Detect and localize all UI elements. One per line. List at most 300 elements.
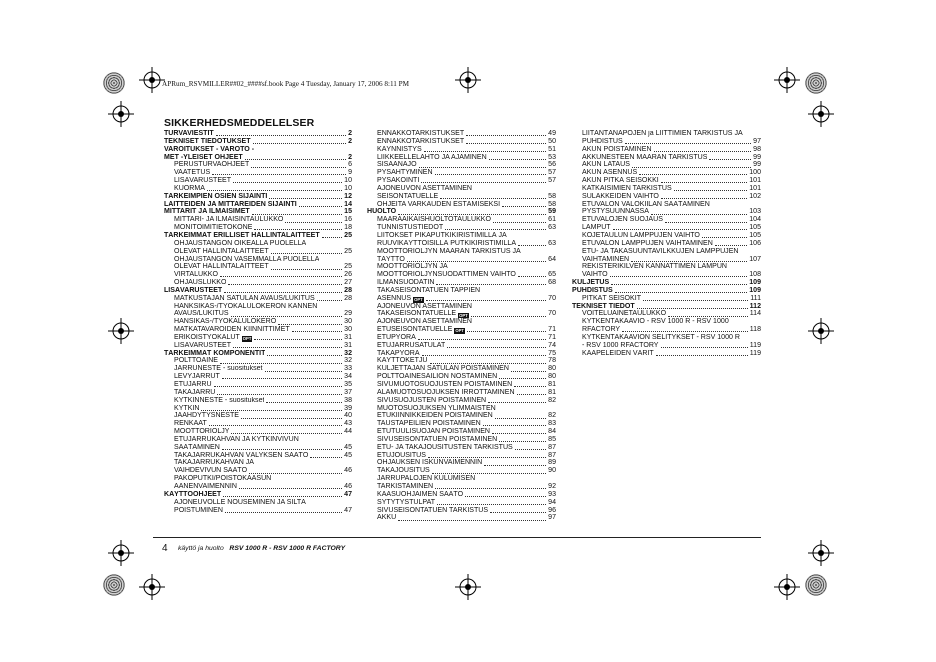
toc-entry[interactable]: [164, 436, 352, 444]
footer-text: [178, 545, 345, 552]
color-disc-icon: [103, 72, 125, 94]
toc-entry[interactable]: [164, 154, 352, 162]
toc-entry[interactable]: [367, 240, 556, 248]
toc-entry-title: KULJETTAJAN SATULAN POISTAMINEN: [377, 365, 509, 373]
toc-entry[interactable]: [572, 177, 761, 185]
toc-entry-title: MOOTTORIÖLJYNSUODATTIMEN VAIHTO: [377, 271, 516, 279]
toc-entry-title: ETUVALON LAMPPUJEN VAIHTAMINEN: [582, 239, 713, 247]
toc-entry-page: 45: [344, 443, 352, 451]
toc-entry-title: ENNAKKOTARKISTUKSET: [377, 137, 465, 145]
toc-entry-title: TARKISTAMINEN: [377, 482, 434, 490]
toc-entry[interactable]: [572, 208, 761, 216]
toc-entry-page: 34: [344, 373, 352, 381]
color-disc-icon: [805, 574, 827, 596]
toc-entry[interactable]: [367, 177, 556, 185]
toc-entry-title: JÄÄHDYTYSNESTE: [174, 412, 240, 420]
toc-entry[interactable]: [572, 201, 761, 209]
toc-entry[interactable]: [164, 303, 352, 311]
toc-entry[interactable]: [367, 357, 556, 365]
toc-entry-title: LAMPUT: [582, 224, 611, 232]
leader-dots: [511, 370, 546, 372]
leader-dots: [233, 181, 342, 183]
toc-entry-page: 63: [548, 224, 556, 232]
toc-entry[interactable]: [572, 334, 761, 342]
toc-entry[interactable]: [164, 271, 352, 279]
leader-dots: [499, 440, 546, 442]
leader-dots: [426, 299, 546, 301]
toc-entry[interactable]: [164, 146, 352, 154]
toc-entry-title: KÄYTTÖKETJU: [377, 357, 428, 365]
toc-entry-title: POLTTOAINE: [174, 357, 218, 365]
leader-dots: [490, 511, 546, 513]
leader-dots: [661, 197, 747, 199]
toc-entry[interactable]: [367, 499, 556, 507]
registration-mark-icon: [108, 540, 134, 566]
toc-entry[interactable]: [367, 161, 556, 169]
toc-entry-title: JARRUPALOJEN KULUMISEN: [377, 475, 476, 483]
toc-entry[interactable]: [572, 326, 761, 334]
toc-entry-title: RUUVIKÄYTTÖISILLÄ PUTKIKIRISTIMILLÄ: [377, 239, 517, 247]
toc-entry[interactable]: [164, 130, 352, 138]
toc-entry-title: ETU- JA TAKASUUNTAVILKKUJEN LAMPPUJEN: [582, 247, 739, 255]
toc-entry[interactable]: [164, 397, 352, 405]
toc-entry[interactable]: [572, 240, 761, 248]
toc-entry-title: MUOTOSUOJUKSEN YLIMMÄISTEN: [377, 404, 496, 412]
toc-entry-title: MOOTTORIÖLJYN JA: [377, 263, 448, 271]
toc-entry-title: ETUVALOJEN SUOJAUS: [582, 216, 663, 224]
toc-entry[interactable]: [367, 491, 556, 499]
toc-entry[interactable]: [367, 287, 556, 295]
toc-entry[interactable]: [572, 248, 761, 256]
leader-dots: [622, 330, 748, 332]
toc-entry-title: SULAKKEIDEN VAIHTO: [582, 192, 659, 200]
toc-entry[interactable]: [367, 381, 556, 389]
toc-entry-page: 81: [548, 388, 556, 396]
toc-entry-page: 30: [344, 326, 352, 334]
toc-entry[interactable]: [572, 350, 761, 358]
toc-entry-page: 93: [548, 490, 556, 498]
toc-entry[interactable]: [572, 193, 761, 201]
toc-entry-title: ETUVALON VALOKIILAN SÄÄTÄMINEN: [582, 200, 710, 208]
toc-entry[interactable]: [164, 326, 352, 334]
leader-dots: [499, 377, 546, 379]
toc-entry[interactable]: [367, 444, 556, 452]
leader-dots: [271, 252, 343, 254]
toc-entry[interactable]: [367, 263, 556, 271]
toc-entry[interactable]: [164, 201, 352, 209]
toc-entry-title: TAKAPYÖRÄ: [377, 349, 420, 357]
toc-entry-page: 30: [344, 318, 352, 326]
toc-entry-page: 2: [348, 130, 352, 137]
toc-entry[interactable]: [164, 420, 352, 428]
toc-entry[interactable]: [572, 216, 761, 224]
toc-entry[interactable]: [367, 279, 556, 287]
leader-dots: [611, 283, 747, 285]
toc-entry-page: 2: [348, 137, 352, 145]
toc-entry[interactable]: [367, 436, 556, 444]
toc-entry[interactable]: [164, 389, 352, 397]
toc-entry[interactable]: [164, 350, 352, 358]
leader-dots: [249, 472, 342, 474]
toc-entry-page: 75: [548, 349, 556, 357]
leader-dots: [466, 142, 546, 144]
toc-entry[interactable]: [164, 295, 352, 303]
toc-entry-page: 101: [749, 184, 761, 192]
toc-entry-page: 38: [344, 396, 352, 404]
toc-entry-title: KATKAISIMIEN TARKISTUS: [582, 184, 672, 192]
toc-entry-title: VAROITUKSET - VAROTO -: [164, 145, 255, 153]
leader-dots: [233, 346, 342, 348]
toc-entry[interactable]: [164, 224, 352, 232]
leader-dots: [285, 221, 342, 223]
toc-entry[interactable]: [164, 216, 352, 224]
toc-entry[interactable]: [164, 256, 352, 264]
toc-entry-page: 47: [344, 506, 352, 514]
toc-entry[interactable]: [367, 201, 556, 209]
leader-dots: [269, 197, 342, 199]
toc-entry-page: 50: [548, 137, 556, 145]
toc-entry[interactable]: [367, 271, 556, 279]
toc-entry-title: HUOLTO: [367, 208, 397, 216]
toc-entry[interactable]: [367, 365, 556, 373]
toc-entry-title: SÄÄTÄMINEN: [174, 443, 220, 451]
footer-italic: käyttö ja huolto: [178, 545, 224, 552]
toc-entry[interactable]: [572, 146, 761, 154]
toc-entry-page: 26: [344, 271, 352, 279]
toc-entry[interactable]: [572, 271, 761, 279]
toc-entry-page: 65: [548, 271, 556, 279]
toc-entry-page: 29: [344, 310, 352, 318]
toc-entry-title: SEISONTATUELLE: [377, 192, 439, 200]
toc-entry[interactable]: [164, 459, 352, 467]
toc-entry[interactable]: [572, 279, 761, 287]
toc-entry[interactable]: [164, 138, 352, 146]
toc-entry[interactable]: [164, 240, 352, 248]
toc-entry-title: TAKAJARRUKAHVAN JA: [174, 459, 255, 467]
toc-entry[interactable]: [164, 310, 352, 318]
leader-dots: [661, 346, 748, 348]
toc-entry[interactable]: [164, 475, 352, 483]
leader-dots: [239, 487, 342, 489]
toc-entry-page: 87: [548, 451, 556, 459]
toc-entry[interactable]: [367, 326, 556, 334]
leader-dots: [515, 448, 546, 450]
toc-entry[interactable]: [367, 507, 556, 515]
toc-entry-page: 63: [548, 239, 556, 247]
toc-entry[interactable]: [164, 499, 352, 507]
toc-entry[interactable]: [164, 467, 352, 475]
toc-entry-page: 12: [344, 192, 352, 200]
toc-entry-title: SIVUSUOJUSTEN POISTAMINEN: [377, 396, 487, 404]
toc-entry-page: 59: [548, 208, 556, 216]
toc-entry-title: PUHDISTUS: [572, 286, 613, 294]
toc-entry[interactable]: [367, 389, 556, 397]
toc-entry-page: 68: [548, 279, 556, 287]
toc-entry[interactable]: [164, 208, 352, 216]
toc-entry-title: AVAUS/LUKITUS: [174, 310, 229, 318]
leader-dots: [254, 228, 342, 230]
toc-column-2: [367, 130, 556, 522]
toc-entry-page: 81: [548, 381, 556, 388]
leader-dots: [632, 166, 751, 168]
toc-entry[interactable]: [164, 452, 352, 460]
toc-entry-page: 83: [548, 420, 556, 428]
toc-entry[interactable]: [164, 405, 352, 413]
toc-entry-page: 114: [749, 310, 761, 318]
toc-entry[interactable]: [164, 193, 352, 201]
toc-entry-title: PYSÄHTYMINEN: [377, 169, 433, 177]
toc-entry-page: 96: [548, 506, 556, 514]
leader-dots: [467, 330, 546, 332]
leader-dots: [436, 283, 546, 285]
toc-entry[interactable]: [164, 185, 352, 193]
toc-entry[interactable]: [572, 263, 761, 271]
toc-entry[interactable]: [367, 169, 556, 177]
toc-entry[interactable]: [367, 373, 556, 381]
leader-dots: [398, 519, 546, 521]
leader-dots: [428, 456, 546, 458]
toc-entry[interactable]: [572, 138, 761, 146]
toc-entry[interactable]: [164, 263, 352, 271]
toc-entry-title: ETU- JA TAKAJOUSITUSTEN TARKISTUS: [377, 443, 513, 451]
toc-entry[interactable]: [164, 177, 352, 185]
toc-entry-title: KAASUOHJAIMEN SÄÄTÖ: [377, 490, 464, 498]
toc-entry-title: LISÄVARUSTEET: [174, 341, 232, 349]
toc-entry[interactable]: [367, 514, 556, 522]
toc-entry-title: KULJETUS: [572, 279, 610, 287]
toc-entry-title: - RSV 1000 RFACTORY: [582, 341, 659, 349]
toc-entry[interactable]: [164, 381, 352, 389]
toc-entry-page: 71: [548, 326, 556, 334]
toc-entry[interactable]: [367, 405, 556, 413]
toc-entry-title: MOOTTORIÖLJY: [174, 428, 230, 436]
leader-dots: [278, 323, 342, 325]
toc-entry[interactable]: [367, 310, 556, 318]
leader-dots: [715, 244, 747, 246]
toc-entry[interactable]: [164, 169, 352, 177]
toc-entry[interactable]: [164, 248, 352, 256]
toc-entry-title: TAKAJARRUKAHVAN VÄLYKSEN SÄÄTÖ: [174, 451, 309, 459]
toc-entry-page: 32: [344, 357, 352, 365]
toc-entry-page: 104: [749, 216, 761, 224]
toc-entry[interactable]: [367, 475, 556, 483]
toc-entry[interactable]: [164, 342, 352, 350]
toc-entry[interactable]: [572, 130, 761, 138]
toc-entry-page: 10: [344, 184, 352, 192]
toc-entry[interactable]: [164, 507, 352, 515]
toc-entry[interactable]: [367, 303, 556, 311]
leader-dots: [517, 393, 547, 395]
registration-mark-icon: [455, 574, 481, 600]
leader-dots: [440, 197, 546, 199]
toc-entry[interactable]: [164, 428, 352, 436]
toc-entry-page: 25: [344, 247, 352, 255]
toc-entry-title: LAITTEIDEN JA MITTAREIDEN SIJAINTI: [164, 200, 297, 208]
toc-entry[interactable]: [367, 467, 556, 475]
toc-entry[interactable]: [572, 256, 761, 264]
toc-entry[interactable]: [367, 185, 556, 193]
toc-entry-page: 89: [548, 459, 556, 467]
toc-entry-title: LIIKKEELLELÄHTÖ JA AJAMINEN: [377, 153, 487, 161]
toc-entry[interactable]: [367, 452, 556, 460]
toc-entry[interactable]: [572, 154, 761, 162]
toc-entry-page: 106: [749, 239, 761, 247]
leader-dots: [668, 315, 748, 317]
toc-entry-title: LIITÄNTÄNAPOJEN ja LIITTIMIEN TARKISTUS JA: [582, 130, 743, 137]
toc-entry[interactable]: [164, 279, 352, 287]
toc-entry[interactable]: [572, 232, 761, 240]
toc-entry-title: ETUJARRUKAHVAN JA KYTKINVIVUN: [174, 435, 299, 443]
file-header: APRum_RSVMILLER##02_####sf.book Page 4 Tuesday, January 17, 2006 8:11 PM: [162, 80, 410, 88]
toc-entry-page: 64: [548, 255, 556, 263]
toc-entry[interactable]: [367, 420, 556, 428]
leader-dots: [471, 315, 546, 317]
toc-entry-page: 15: [344, 208, 352, 216]
toc-entry-title: TAKAJOUSITUS: [377, 467, 430, 475]
leader-dots: [252, 213, 342, 215]
toc-entry[interactable]: [572, 342, 761, 350]
toc-entry[interactable]: [164, 373, 352, 381]
toc-entry[interactable]: [367, 146, 556, 154]
toc-entry[interactable]: [164, 491, 352, 499]
toc-entry[interactable]: [164, 318, 352, 326]
toc-entry-page: 102: [749, 192, 761, 200]
toc-entry[interactable]: [164, 357, 352, 365]
toc-entry-page: 87: [548, 443, 556, 451]
toc-entry-page: 31: [344, 341, 352, 349]
toc-entry[interactable]: [367, 248, 556, 256]
leader-dots: [322, 236, 342, 238]
toc-entry-title: AJONEUVOLLE NOUSEMINEN JA SILTÄ: [174, 498, 306, 506]
toc-entry[interactable]: [367, 232, 556, 240]
leader-dots: [201, 409, 342, 411]
toc-entry[interactable]: [367, 428, 556, 436]
toc-entry[interactable]: [367, 350, 556, 358]
toc-entry[interactable]: [367, 138, 556, 146]
registration-mark-icon: [455, 67, 481, 93]
toc-entry[interactable]: [572, 224, 761, 232]
leader-dots: [398, 213, 546, 215]
toc-entry-page: 47: [344, 490, 352, 498]
toc-entry[interactable]: [367, 130, 556, 138]
leader-dots: [407, 260, 546, 262]
toc-entry-page: 44: [344, 428, 352, 436]
leader-dots: [216, 134, 346, 136]
leader-dots: [661, 181, 747, 183]
toc-entry[interactable]: [367, 208, 556, 216]
toc-entry[interactable]: [164, 365, 352, 373]
toc-entry-title: TAKAJARRU: [174, 388, 216, 396]
leader-dots: [643, 299, 748, 301]
toc-entry-title: HANKSIKAS-/TYÖKALULOKERON KANNEN: [174, 302, 318, 310]
toc-entry[interactable]: [572, 185, 761, 193]
toc-entry[interactable]: [367, 193, 556, 201]
leader-dots: [253, 142, 347, 144]
toc-entry[interactable]: [572, 295, 761, 303]
leader-dots: [674, 189, 748, 191]
toc-entry-title: LISÄVARUSTEET: [164, 286, 223, 294]
toc-entry[interactable]: [164, 287, 352, 295]
toc-entry[interactable]: [164, 483, 352, 491]
toc-entry[interactable]: [367, 216, 556, 224]
toc-entry[interactable]: [572, 169, 761, 177]
toc-entry-title: KYTKENTÄKAAVIO - RSV 1000 R - RSV 1000: [582, 318, 729, 326]
toc-entry[interactable]: [164, 334, 352, 342]
toc-entry[interactable]: [164, 444, 352, 452]
toc-entry[interactable]: [367, 483, 556, 491]
toc-entry-page: 25: [344, 231, 352, 239]
toc-entry-title: AKUN POISTAMINEN: [582, 145, 652, 153]
leader-dots: [212, 173, 346, 175]
toc-entry-page: 45: [344, 451, 352, 459]
leader-dots: [483, 424, 546, 426]
toc-entry-title: AJONEUVON ASETTAMINEN: [377, 318, 473, 326]
leader-dots: [488, 401, 546, 403]
toc-entry-page: 32: [344, 349, 352, 357]
toc-entry[interactable]: [367, 342, 556, 350]
toc-entry[interactable]: [367, 224, 556, 232]
toc-entry[interactable]: [164, 232, 352, 240]
leader-dots: [709, 158, 751, 160]
toc-entry[interactable]: [367, 318, 556, 326]
leader-dots: [518, 244, 546, 246]
toc-entry-title: POLTTOAINESÄILIÖN NOSTAMINEN: [377, 373, 498, 381]
toc-entry-title: MITTARI- JA ILMAISINTAULUKKO: [174, 216, 284, 224]
leader-dots: [299, 205, 342, 207]
toc-entry[interactable]: [367, 256, 556, 264]
toc-entry-title: ERIKOISTYÖKALUT: [174, 333, 240, 341]
toc-entry-title: TÄYTTÖ: [377, 255, 405, 263]
toc-entry[interactable]: [164, 412, 352, 420]
toc-entry-page: 105: [749, 231, 761, 239]
registration-mark-icon: [808, 318, 834, 344]
toc-entry-page: 2: [348, 153, 352, 161]
toc-entry-page: 37: [344, 388, 352, 396]
toc-entry-page: 101: [749, 177, 761, 185]
toc-entry-page: 109: [749, 286, 761, 294]
optional-badge: OPT: [459, 312, 468, 318]
toc-entry-title: OLEVAT HALLINTALAITTEET: [174, 247, 269, 255]
registration-mark-icon: [108, 318, 134, 344]
toc-entry-page: 84: [548, 428, 556, 436]
toc-entry-page: 97: [753, 137, 761, 145]
toc-entry[interactable]: [367, 334, 556, 342]
leader-dots: [224, 291, 342, 293]
toc-entry[interactable]: [572, 161, 761, 169]
toc-entry[interactable]: [572, 318, 761, 326]
toc-entry-title: SIVUSEISONTATUEN TARKISTUS: [377, 506, 489, 514]
leader-dots: [317, 299, 342, 301]
toc-entry-title: KOJETAULUN LAMPPUJEN VAIHTO: [582, 231, 700, 239]
toc-entry[interactable]: [367, 459, 556, 467]
toc-entry[interactable]: [572, 303, 761, 311]
toc-entry-title: PAKOPUTKI/POISTOKAASUN: [174, 475, 272, 483]
optional-badge: OPT: [414, 296, 423, 302]
toc-entry[interactable]: [367, 295, 556, 303]
footer-model: RSV 1000 R - RSV 1000 R FACTORY: [229, 545, 346, 552]
toc-entry-title: TAKASEISONTATUELLE: [377, 310, 457, 318]
toc-entry[interactable]: [367, 397, 556, 405]
toc-entry[interactable]: [572, 310, 761, 318]
leader-dots: [651, 213, 747, 215]
toc-entry[interactable]: [164, 161, 352, 169]
toc-entry-page: 39: [344, 404, 352, 412]
toc-entry[interactable]: [367, 412, 556, 420]
toc-entry-page: 99: [753, 161, 761, 169]
toc-entry[interactable]: [572, 287, 761, 295]
toc-entry-title: ÄÄNENVAIMENNIN: [174, 482, 237, 490]
toc-entry[interactable]: [367, 154, 556, 162]
